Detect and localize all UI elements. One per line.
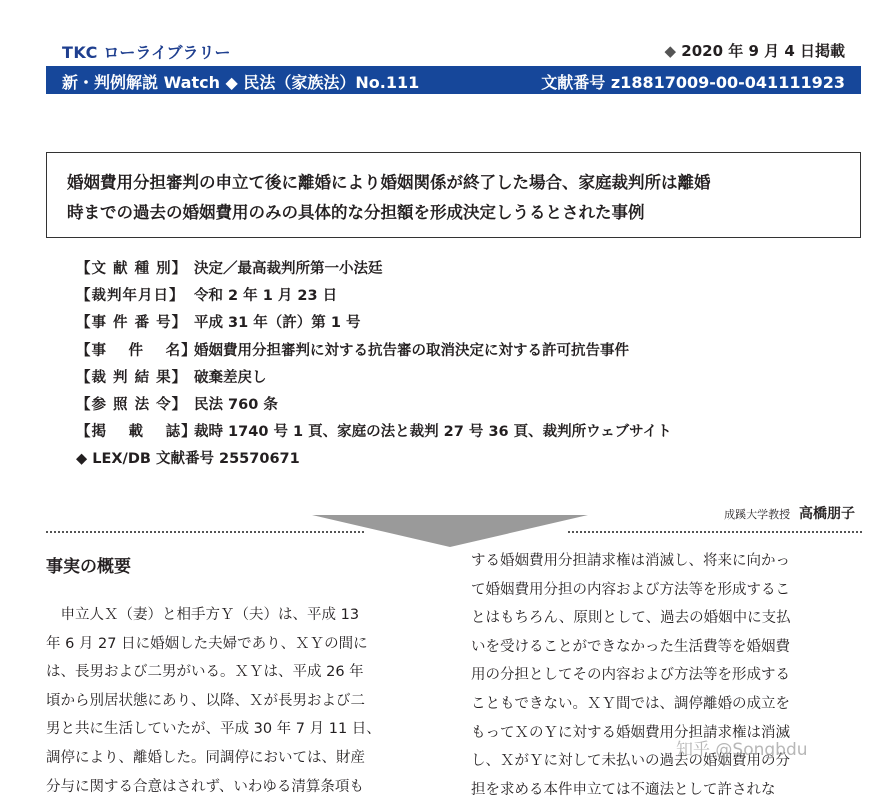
meta-value: 婚姻費用分担審判に対する抗告審の取消決定に対する許可抗告事件 [194,342,629,359]
text-line: とはもちろん、原則として、過去の婚姻中に支払 [471,610,791,627]
section-heading: 事実の概要 [46,557,131,577]
text-line: 用の分担としてその内容および方法等を形成する [471,667,790,684]
author-name: 高橋朋子 [799,506,855,522]
meta-label: 【参 照 法 令】 [76,397,188,414]
text-line: する婚姻費用分担請求権は消滅し、将来に向かっ [471,553,790,569]
case-title-box [46,152,861,238]
text-line: もってＸのＹに対する婚姻費用分担請求権は消滅 [471,724,790,741]
library-name: ローライブラリー [103,43,231,62]
meta-row [76,283,672,310]
case-title-line-1: 婚姻費用分担審判の申立て後に離婚により婚姻関係が終了した場合、家庭裁判所は離婚 [67,173,711,192]
meta-row [76,256,672,283]
watermark: 知乎 @Songbdu [676,740,808,760]
series-banner [46,66,861,94]
body-column-right [471,547,866,804]
document-number: 文献番号 z18817009-00-041111923 [541,73,845,92]
text-line: 分与に関する合意はされず、いわゆる清算条項も [46,778,364,795]
author [724,503,855,523]
down-triangle-divider [312,515,588,547]
text-line: 男と共に生活していたが、平成 30 年 7 月 11 日、 [46,721,381,738]
case-title-line-2: 時までの過去の婚姻費用のみの具体的な分担額を形成決定しうるとされた事例 [67,203,645,222]
text-line: 担を求める本件申立ては不適法として許されな [471,781,776,798]
meta-label: 【裁判年月日】 [76,288,185,305]
meta-value: 決定／最高裁判所第一小法廷 [194,261,383,277]
text-line: 申立人Ｘ（妻）と相手方Ｙ（夫）は、平成 13 [46,607,360,623]
text-line: 年 6 月 27 日に婚姻した夫婦であり、ＸＹの間に [46,635,368,652]
meta-label: 【掲 載 誌】 [76,424,197,441]
text-line: て婚姻費用分担の内容および方法等を形成するこ [471,581,790,598]
text-line: 頃から別居状態にあり、以降、Ｘが長男および二 [46,692,365,709]
meta-value: 裁時 1740 号 1 頁、家庭の法と裁判 27 号 36 頁、裁判所ウェブサイト [194,424,672,441]
body-column-left [46,601,441,801]
meta-value: 平成 31 年（許）第 1 号 [194,315,361,332]
text-line: いを受けることができなかった生活費等を婚姻費 [471,638,790,655]
author-affiliation: 成蹊大学教授 [724,508,791,521]
brand-logo: TKC [62,43,98,62]
meta-label: 【文 献 種 別】 [76,261,188,277]
meta-value: 令和 2 年 1 月 23 日 [194,288,338,305]
date-text: 2020 年 9 月 4 日掲載 [681,42,845,60]
lexdb-number: ◆ LEX/DB 文献番号 25570671 [76,451,300,468]
meta-row [76,392,672,419]
text-line: し、ＸがＹに対して未払いの過去の婚姻費用の分 [471,753,790,770]
publisher-name [62,40,230,63]
series-title: 新・判例解説 Watch ◆ 民法（家族法）No.111 [62,73,420,92]
case-metadata [76,256,672,474]
meta-row [76,338,672,365]
meta-label: 【裁 判 結 果】 [76,369,188,386]
meta-row [76,310,672,337]
meta-row [76,365,672,392]
meta-label: 【事 件 番 号】 [76,315,188,332]
text-line: こともできない。ＸＹ間では、調停離婚の成立を [471,695,790,712]
diamond-icon: ◆ [664,42,677,60]
dotted-divider-right [568,531,862,533]
meta-value: 民法 760 条 [194,397,278,414]
text-line: 調停により、離婚した。同調停においては、財産 [46,749,365,766]
meta-value: 破棄差戻し [194,369,267,386]
publish-date [664,40,845,61]
meta-row [76,419,672,446]
meta-label: 【事 件 名】 [76,342,197,359]
text-line: は、長男および二男がいる。ＸＹは、平成 26 年 [46,664,364,681]
